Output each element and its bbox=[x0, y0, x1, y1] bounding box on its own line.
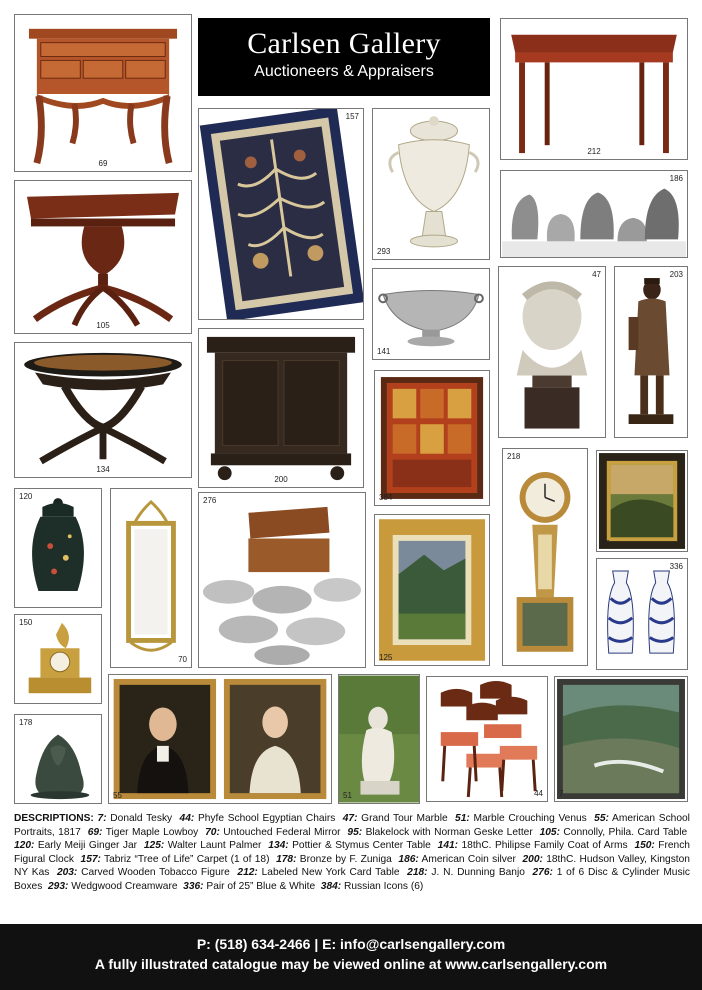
lot-number: 384 bbox=[379, 493, 393, 502]
silver-bowl-image bbox=[373, 269, 489, 359]
gallery-title: Carlsen Gallery bbox=[247, 27, 441, 60]
desc-num: 157: bbox=[80, 853, 101, 865]
tesky-painting-image bbox=[555, 677, 687, 801]
lot-218-tile[interactable] bbox=[502, 448, 588, 666]
lot-336-tile[interactable] bbox=[596, 558, 688, 670]
desc-text: Carved Wooden Tobacco Figure bbox=[81, 867, 230, 879]
kas-image bbox=[199, 329, 363, 487]
lot-150-tile[interactable] bbox=[14, 614, 102, 704]
descriptions-block: DESCRIPTIONS: 7: Donald Tesky 44: Phyfe School Egyptian Chairs 47: Grand Tour Marble 51: Marble Crouching Venus 55: American School Portraits, 1817 69: Tiger Maple Lowboy 70: Untouched Federal Mirror 95: Blakelock with Norman Geske Letter 105: Connolly, Phila. Card Table 120: Early Meiji Ginger Jar 125: Walter Launt Palmer 134: Pottier & Stymus Center Table 141: 18thC. Philipse Family Coat of Arms 150: French Figural Clock 157: Tabriz “Tree of Life” Carpet (1 of 18) 178: Bronze by F. Zuniga 186: American Coin silver 200: 18thC. Hudson Valley, Kingston NY Kas 203: Carved Wooden Tobacco Figure 212: Labeled New York Card Table 218: J. N. Dunning Banjo 276: 1 of 6 Disc & Cylinder Music Boxes 293: Wedgwood Creamware 336: Pair of 25” Blue & White 384: Russian Icons (6) bbox=[14, 813, 690, 892]
desc-num: 44: bbox=[179, 813, 195, 824]
desc-num: 178: bbox=[276, 853, 297, 865]
lot-number: 69 bbox=[98, 159, 108, 168]
lot-number: 95 bbox=[601, 539, 610, 548]
desc-num: 200: bbox=[522, 853, 543, 865]
descriptions-heading: DESCRIPTIONS bbox=[14, 813, 91, 824]
desc-text: Connolly, Phila. Card Table bbox=[563, 826, 688, 838]
desc-text: Bronze by F. Zuniga bbox=[299, 853, 392, 865]
lot-157-tile[interactable] bbox=[198, 108, 364, 320]
russian-icon-image bbox=[375, 371, 489, 505]
desc-text: J. N. Dunning Banjo bbox=[431, 867, 525, 879]
lot-number: 105 bbox=[96, 321, 110, 330]
connolly-card-table-image bbox=[15, 181, 191, 333]
desc-text: Grand Tour Marble bbox=[361, 813, 448, 824]
lot-384-tile[interactable] bbox=[374, 370, 490, 506]
tobacco-figure-image bbox=[615, 267, 687, 437]
desc-num: 293: bbox=[48, 880, 69, 892]
desc-text: Russian Icons (6) bbox=[344, 880, 424, 892]
lot-number: 44 bbox=[534, 789, 543, 798]
lot-105-tile[interactable] bbox=[14, 180, 192, 334]
lot-95-tile[interactable] bbox=[596, 450, 688, 552]
desc-num: 120: bbox=[14, 840, 35, 852]
lot-number: 125 bbox=[379, 653, 393, 662]
desc-text: Phyfe School Egyptian Chairs bbox=[197, 813, 336, 824]
desc-num: 47: bbox=[342, 813, 358, 824]
footer-bar bbox=[0, 924, 702, 990]
desc-num: 203: bbox=[56, 867, 78, 879]
french-clock-image bbox=[15, 615, 101, 703]
gallery-subtitle: Auctioneers & Appraisers bbox=[254, 63, 434, 80]
lot-134-tile[interactable] bbox=[14, 342, 192, 478]
lot-number: 276 bbox=[203, 496, 217, 505]
desc-text: American Coin silver bbox=[421, 853, 516, 865]
desc-text: Untouched Federal Mirror bbox=[223, 826, 341, 838]
desc-text: Early Meiji Ginger Jar bbox=[37, 840, 138, 852]
desc-num: 70: bbox=[205, 826, 220, 838]
center-table-image bbox=[15, 343, 191, 477]
desc-num: 384: bbox=[320, 880, 342, 892]
desc-text: Pair of 25” Blue & White bbox=[206, 880, 316, 892]
lot-276-tile[interactable] bbox=[198, 492, 366, 668]
lot-178-tile[interactable] bbox=[14, 714, 102, 804]
lot-number: 157 bbox=[345, 112, 359, 121]
desc-text: Labeled New York Card Table bbox=[261, 867, 400, 879]
lot-number: 51 bbox=[343, 791, 352, 800]
lot-number: 134 bbox=[96, 465, 110, 474]
gallery-header bbox=[198, 18, 490, 96]
desc-num: 212: bbox=[237, 867, 258, 879]
lot-51-tile[interactable] bbox=[338, 674, 420, 804]
lowboy-image bbox=[15, 15, 191, 171]
desc-num: 69: bbox=[87, 826, 103, 838]
desc-text: 1 of 6 Disc & Cylinder Music Boxes bbox=[14, 867, 690, 892]
lot-number: 70 bbox=[178, 655, 187, 664]
coin-silver-image bbox=[501, 171, 687, 257]
lot-number: 47 bbox=[592, 270, 601, 279]
lot-186-tile[interactable] bbox=[500, 170, 688, 258]
marble-bust-image bbox=[499, 267, 605, 437]
desc-text: Blakelock with Norman Geske Letter bbox=[365, 826, 533, 838]
desc-text: 18thC. Hudson Valley, Kingston NY Kas bbox=[14, 853, 690, 879]
lot-200-tile[interactable] bbox=[198, 328, 364, 488]
desc-text: Tiger Maple Lowboy bbox=[105, 826, 199, 838]
lot-125-tile[interactable] bbox=[374, 514, 490, 666]
lot-number: 200 bbox=[274, 475, 288, 484]
desc-text: Pottier & Stymus Center Table bbox=[292, 840, 431, 852]
lot-number: 150 bbox=[19, 618, 33, 627]
desc-num: 150: bbox=[634, 840, 655, 852]
desc-num: 105: bbox=[539, 826, 560, 838]
lot-number: 212 bbox=[587, 147, 601, 156]
desc-num: 134: bbox=[268, 840, 289, 852]
desc-text: Donald Tesky bbox=[110, 813, 173, 824]
blakelock-painting-image bbox=[597, 451, 687, 551]
desc-num: 141: bbox=[437, 840, 459, 852]
lot-number: 336 bbox=[669, 562, 683, 571]
egyptian-chairs-image bbox=[427, 677, 547, 801]
lot-number: 7 bbox=[559, 789, 564, 798]
online-catalogue-notice[interactable]: A fully illustrated catalogue may be viewed online at www.carlsengallery.com bbox=[94, 956, 608, 972]
lot-number: 186 bbox=[669, 174, 683, 183]
lot-47-tile[interactable] bbox=[498, 266, 606, 438]
desc-num: 51: bbox=[455, 813, 470, 824]
lot-212-tile[interactable] bbox=[500, 18, 688, 160]
carpet-image bbox=[199, 109, 363, 319]
lot-55-tile[interactable] bbox=[108, 674, 332, 804]
lot-number: 178 bbox=[19, 718, 33, 727]
lot-number: 218 bbox=[507, 452, 521, 461]
lot-number: 120 bbox=[19, 492, 33, 501]
lot-number: 55 bbox=[113, 791, 122, 800]
desc-text: Wedgwood Creamware bbox=[71, 880, 178, 892]
lot-70-tile[interactable] bbox=[110, 488, 192, 668]
lot-293-tile[interactable] bbox=[372, 108, 490, 260]
desc-num: 218: bbox=[407, 867, 428, 879]
ginger-jar-image bbox=[15, 489, 101, 607]
desc-text: Marble Crouching Venus bbox=[473, 813, 587, 824]
contact-info[interactable]: P: (518) 634-2466 | E: info@carlsengallery.com bbox=[196, 936, 506, 952]
desc-num: 276: bbox=[532, 867, 553, 879]
lot-69-tile[interactable] bbox=[14, 14, 192, 172]
desc-text: American School Portraits, 1817 bbox=[14, 813, 690, 838]
blue-white-vases-image bbox=[597, 559, 687, 669]
lot-number: 293 bbox=[377, 247, 391, 256]
desc-text: French Figural Clock bbox=[14, 840, 690, 865]
desc-num: 95: bbox=[347, 826, 363, 838]
desc-text: Walter Launt Palmer bbox=[167, 840, 262, 852]
desc-num: 336: bbox=[183, 880, 204, 892]
banjo-clock-image bbox=[503, 449, 587, 665]
desc-num: 7: bbox=[97, 813, 107, 824]
lot-number: 203 bbox=[669, 270, 683, 279]
lot-120-tile[interactable] bbox=[14, 488, 102, 608]
desc-num: 125: bbox=[143, 840, 165, 852]
bronze-figure-image bbox=[15, 715, 101, 803]
desc-text: 18thC. Philipse Family Coat of Arms bbox=[461, 840, 628, 852]
desc-num: 55: bbox=[594, 813, 609, 824]
palmer-painting-image bbox=[375, 515, 489, 665]
lot-number: 141 bbox=[377, 347, 391, 356]
lot-44-tile[interactable] bbox=[426, 676, 548, 802]
federal-mirror-image bbox=[111, 489, 191, 667]
crouching-venus-image bbox=[339, 675, 419, 803]
lot-141-tile[interactable] bbox=[372, 268, 490, 360]
music-box-image bbox=[199, 493, 365, 667]
desc-num: 186: bbox=[398, 853, 419, 865]
portraits-image bbox=[109, 675, 331, 803]
lot-203-tile[interactable] bbox=[614, 266, 688, 438]
card-table-image bbox=[501, 19, 687, 159]
desc-text: Tabriz “Tree of Life” Carpet (1 of 18) bbox=[104, 853, 270, 865]
lot-7-tile[interactable] bbox=[554, 676, 688, 802]
creamware-image bbox=[373, 109, 489, 259]
